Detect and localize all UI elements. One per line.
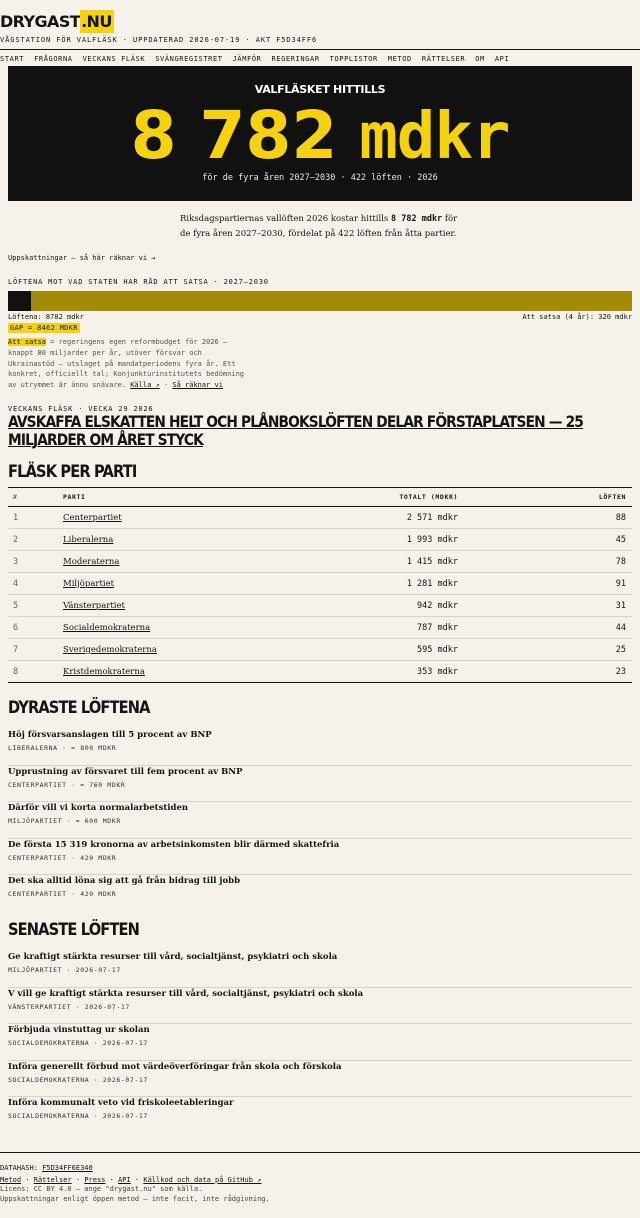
col-count: LÖFTEN [573, 488, 632, 507]
promise-meta: CENTERPARTIET · ≈ 760 MDKR [8, 781, 126, 789]
promise-title: Införa kommunalt veto vid friskoleetableringar [8, 1098, 234, 1108]
footer-link-press[interactable]: Press [84, 1175, 106, 1184]
party-link[interactable]: Kristdemokraterna [63, 666, 145, 677]
promise-meta: SOCIALDEMOKRATERNA · 2026-07-17 [8, 1112, 148, 1120]
row-count: 44 [573, 617, 632, 639]
col-total: TOTALT (MDKR) [303, 488, 573, 507]
hero-total-unit: mdkr [359, 100, 510, 174]
row-total: 353 mdkr [303, 661, 573, 683]
nav-item-veckans-flask[interactable]: VECKANS FLÄSK [82, 55, 146, 63]
promise-title: Förbjuda vinstuttag ur skolan [8, 1025, 150, 1035]
row-rank: 5 [8, 595, 63, 617]
row-count: 25 [573, 639, 632, 661]
footer-links: Metod · Rättelser · Press · API · Källkod och data på GitHub ↗ [0, 1175, 262, 1184]
promise-title: Upprustning av försvaret till fem procent av BNP [8, 767, 243, 777]
party-link[interactable]: Vänsterpartiet [63, 600, 125, 611]
promise-title: V vill ge kraftigt stärkta resurser till vård, socialtjänst, psykiatri och skola [8, 989, 364, 999]
week-headline[interactable]: AVSKAFFA ELSKATTEN HELT OCH PLÅNBOKSLÖFTEN DELAR FÖRSTAPLATSEN — 25 MILJARDER OM ÅRET STYCK [8, 412, 584, 449]
footer-license: Licens: CC BY 4.0 — ange "drygast.nu" som källa. [0, 1185, 203, 1193]
row-count: 45 [573, 529, 632, 551]
table-row [8, 573, 632, 595]
row-rank: 4 [8, 573, 63, 595]
col-party: PARTI [63, 488, 303, 507]
row-count: 91 [573, 573, 632, 595]
header-divider [0, 49, 640, 50]
nav-item-regeringar[interactable]: REGERINGAR [271, 55, 320, 63]
row-total: 1 281 mdkr [303, 573, 573, 595]
promise-meta: MILJÖPARTIET · ≈ 600 MDKR [8, 817, 121, 825]
note-highlight: Att satsa [8, 338, 46, 346]
intro-pre: Riksdagspartiernas vallöften 2026 kostar hittills [180, 214, 391, 224]
nav-item-api[interactable]: API [494, 55, 510, 63]
intro-text [180, 212, 470, 242]
hero-panel [8, 66, 632, 201]
logo-accent: .NU [81, 11, 112, 31]
note-separator: · [159, 381, 173, 390]
promise-title: Ge kraftigt stärkta resurser till vård, socialtjänst, psykiatri och skola [8, 952, 338, 962]
estimates-link[interactable]: Uppskattningar — så här räknar vi → [8, 254, 156, 262]
nav-item-om[interactable]: OM [475, 55, 485, 63]
datahash-link[interactable]: F5D34FF6E340 [42, 1164, 93, 1172]
capacity-bar-afford [8, 291, 31, 311]
row-rank: 7 [8, 639, 63, 661]
main-nav [0, 55, 519, 63]
promise-title: Höj försvarsanslagen till 5 procent av BNP [8, 730, 212, 740]
list-item[interactable] [8, 1097, 632, 1127]
promise-title: Det ska alltid löna sig att gå från bidrag till jobb [8, 876, 241, 886]
promise-title: De första 15 319 kronorna av arbetsinkomsten blir därmed skattefria [8, 840, 340, 850]
party-link[interactable]: Socialdemokraterna [63, 622, 151, 633]
row-rank: 3 [8, 551, 63, 573]
hero-total [8, 97, 632, 173]
row-count: 88 [573, 507, 632, 529]
site-footer [0, 1164, 270, 1204]
intro-post: för de fyra åren 2027–2030, fördelat på 422 löften från åtta partier. [180, 214, 458, 239]
promise-meta: VÄNSTERPARTIET · 2026-07-17 [8, 1003, 130, 1011]
list-item[interactable] [8, 1024, 632, 1061]
table-row [8, 617, 632, 639]
logo-text: DRYGAST [0, 11, 81, 31]
expensive-section-title: DYRASTE LÖFTENA [8, 698, 150, 718]
party-link[interactable]: Centerpartiet [63, 512, 122, 523]
row-rank: 8 [8, 661, 63, 683]
week-label: VECKANS FLÄSK · VECKA 29 2026 [8, 405, 154, 413]
list-item[interactable] [8, 988, 632, 1024]
promise-meta: CENTERPARTIET · 420 MDKR [8, 854, 117, 862]
nav-item-metod[interactable]: METOD [387, 55, 412, 63]
footer-link-github[interactable]: Källkod och data på GitHub ↗ [143, 1175, 262, 1184]
list-item[interactable] [8, 875, 632, 905]
row-count: 78 [573, 551, 632, 573]
hero-subline: för de fyra åren 2027–2030 · 422 löften · 2026 [202, 173, 438, 183]
capacity-bar [8, 291, 632, 311]
table-row [8, 551, 632, 573]
datahash [0, 1164, 270, 1174]
row-total: 2 571 mdkr [303, 507, 573, 529]
gap-badge: GAP = 8462 MDKR [10, 324, 78, 332]
col-rank: # [8, 488, 63, 507]
row-count: 23 [573, 661, 632, 683]
party-section-title: FLÄSK PER PARTI [8, 462, 137, 482]
party-link[interactable]: Miljöpartiet [63, 578, 115, 589]
footer-link-metod[interactable]: Metod [0, 1175, 22, 1184]
list-item[interactable] [8, 729, 632, 766]
hero-total-value: 8 782 [130, 97, 338, 174]
table-row [8, 529, 632, 551]
nav-item-fragorna[interactable]: FRÅGORNA [34, 55, 73, 63]
table-header-row [8, 488, 632, 507]
table-row [8, 661, 632, 683]
row-total: 787 mdkr [303, 617, 573, 639]
row-total: 1 993 mdkr [303, 529, 573, 551]
source-link[interactable]: Källa ↗ [130, 381, 160, 390]
list-item[interactable] [8, 766, 632, 802]
list-item[interactable] [8, 951, 632, 988]
nav-item-svangregistret[interactable]: SVÄNGREGISTRET [155, 55, 223, 63]
party-table [8, 487, 632, 683]
party-link[interactable]: Liberalerna [63, 534, 114, 545]
expensive-list [8, 729, 632, 905]
row-rank: 2 [8, 529, 63, 551]
table-row [8, 507, 632, 529]
afford-total: Att satsa (4 år): 320 mdkr [522, 313, 632, 321]
party-link[interactable]: Sverigedemokraterna [63, 644, 157, 655]
note-text: = regeringens egen reformbudget för 2026 — knappt 80 miljarder per år, utöver försvar och Ukrainastöd — utslaget på mandatperiodens fyra år. Ett konkret, officiellt tal; Konjunkturinstitutets bedömning av utrymmet är ännu snävare. [8, 338, 245, 390]
row-total: 595 mdkr [303, 639, 573, 661]
promises-total: Löftena: 8782 mdkr [8, 313, 84, 321]
nav-item-rattelser[interactable]: RÄTTELSER [421, 55, 466, 63]
site-tagline: VÅGSTATION FÖR VALFLÄSK · UPPDATERAD 2026-07-19 · AKT F5D34FF6 [0, 36, 318, 44]
nav-item-start[interactable]: START [0, 55, 25, 63]
latest-section-title: SENASTE LÖFTEN [8, 920, 140, 940]
footer-disclaimer: Uppskattningar enligt öppen metod — inte facit, inte rådgivning. [0, 1194, 270, 1203]
footer-divider [0, 1152, 640, 1153]
row-count: 31 [573, 595, 632, 617]
capacity-note [8, 337, 248, 391]
promise-meta: LIBERALERNA · ≈ 800 MDKR [8, 744, 117, 752]
row-rank: 6 [8, 617, 63, 639]
row-total: 1 415 mdkr [303, 551, 573, 573]
footer-link-api[interactable]: API [118, 1175, 131, 1184]
capacity-label: LÖFTENA MOT VAD STATEN HAR RÅD ATT SATSA · 2027–2030 [8, 278, 269, 286]
table-row [8, 639, 632, 661]
promise-meta: CENTERPARTIET · 420 MDKR [8, 890, 117, 898]
promise-title: Införa generellt förbud mot värdeöverföringar från skola och förskola [8, 1062, 342, 1072]
latest-list [8, 951, 632, 1127]
site-logo[interactable] [0, 9, 114, 33]
promise-meta: SOCIALDEMOKRATERNA · 2026-07-17 [8, 1076, 148, 1084]
list-item[interactable] [8, 839, 632, 875]
method-link[interactable]: Så räknar vi [172, 381, 223, 390]
promise-meta: MILJÖPARTIET · 2026-07-17 [8, 966, 121, 974]
row-rank: 1 [8, 507, 63, 529]
datahash-label: DATAHASH: [0, 1164, 43, 1172]
list-item[interactable] [8, 1061, 632, 1097]
footer-link-rattelser[interactable]: Rättelser [33, 1175, 72, 1184]
nav-item-jamfor[interactable]: JÄMFÖR [232, 55, 262, 63]
row-total: 942 mdkr [303, 595, 573, 617]
promise-title: Därför vill vi korta normalarbetstiden [8, 803, 189, 813]
table-row [8, 595, 632, 617]
party-link[interactable]: Moderaterna [63, 556, 120, 567]
list-item[interactable] [8, 802, 632, 839]
intro-total: 8 782 mdkr [391, 214, 443, 224]
hero-label: VALFLÄSKET HITTILLS [254, 83, 386, 96]
nav-item-topplistor[interactable]: TOPPLISTOR [329, 55, 378, 63]
promise-meta: SOCIALDEMOKRATERNA · 2026-07-17 [8, 1039, 148, 1047]
